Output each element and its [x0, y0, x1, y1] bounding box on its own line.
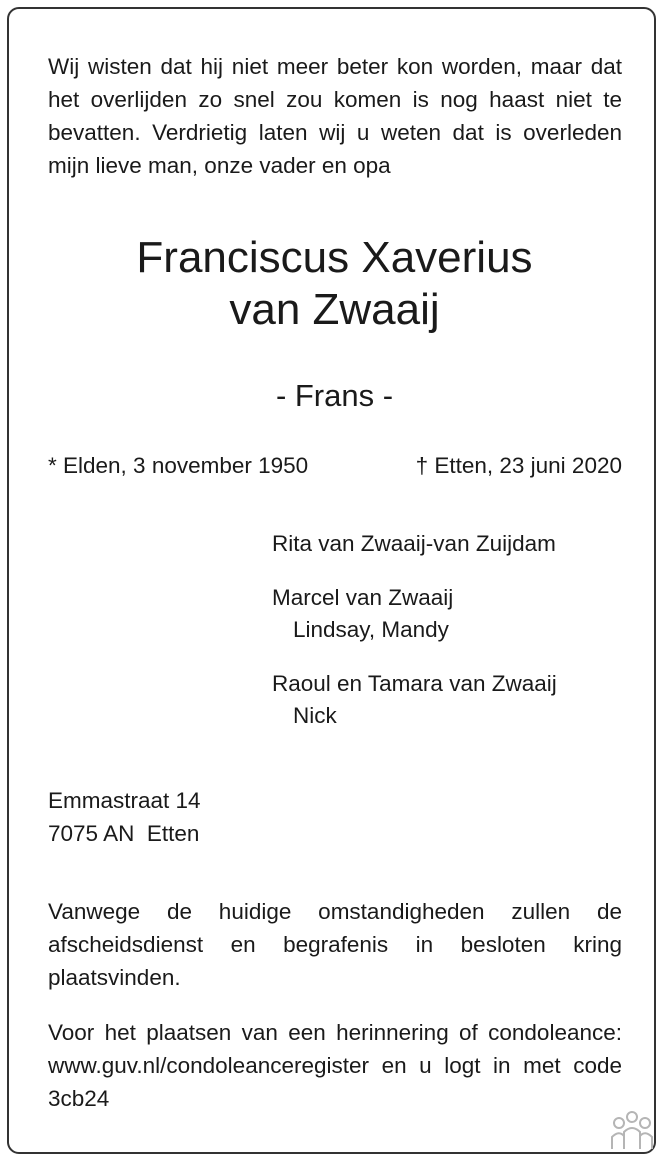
- people-group-icon: [610, 1110, 654, 1150]
- family-member: Raoul en Tamara van Zwaaij: [272, 671, 557, 696]
- address-street: Emmastraat 14: [48, 788, 201, 813]
- family-group: [272, 582, 557, 646]
- intro-text: Wij wisten dat hij niet meer beter kon worden, maar dat het overlijden zo snel zou komen is nog haast niet te bevatten. Verdrietig laten wij u weten dat is overleden mijn lieve man, onze vader en opa: [48, 54, 622, 178]
- family-member: Rita van Zwaaij-van Zuijdam: [272, 531, 556, 556]
- deceased-name: [0, 232, 669, 336]
- deceased-name-line1: Franciscus Xaverius: [136, 233, 533, 282]
- family-list: [272, 528, 557, 754]
- family-group: [272, 668, 557, 732]
- family-member: Marcel van Zwaaij: [272, 585, 454, 610]
- deceased-name-line2: van Zwaaij: [229, 285, 440, 334]
- condolence-info: Voor het plaatsen van een herinnering of condoleance: www.guv.nl/condoleanceregister en u logt in met code 3cb24: [48, 1020, 622, 1111]
- grandchildren: Lindsay, Mandy: [293, 617, 449, 642]
- correspondence-address: [48, 784, 201, 850]
- death-date: † Etten, 23 juni 2020: [415, 453, 622, 478]
- grandchildren: Nick: [293, 703, 337, 728]
- deceased-nickname: - Frans -: [275, 378, 394, 413]
- ceremony-notice: Vanwege de huidige omstandigheden zullen de afscheidsdienst en begrafenis in besloten kring plaatsvinden.: [48, 899, 622, 990]
- address-city: 7075 AN Etten: [48, 821, 200, 846]
- birth-date: * Elden, 3 november 1950: [48, 453, 309, 478]
- life-dates: [48, 450, 622, 482]
- family-group: [272, 528, 557, 560]
